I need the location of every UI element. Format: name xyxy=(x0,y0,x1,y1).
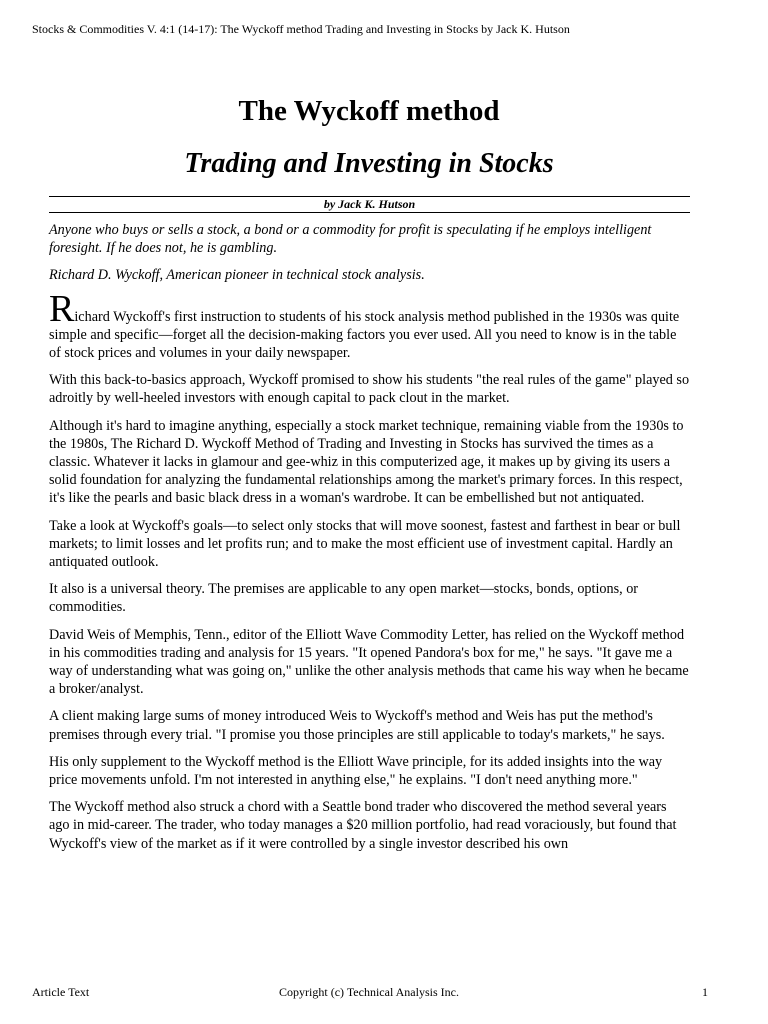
footer-left: Article Text xyxy=(32,985,90,999)
byline: by Jack K. Hutson xyxy=(323,197,416,211)
first-paragraph-text: ichard Wyckoff's first instruction to students of his stock analysis method published in the 1930s was quite simple and specific—forget all the decision-making factors you ever used. All you need to know is in the table of stock prices and volumes in your daily newspaper. xyxy=(49,308,680,362)
paragraph: It also is a universal theory. The premises are applicable to any open market—stocks, bonds, options, or commodities. xyxy=(49,581,639,616)
drop-cap: R xyxy=(49,287,75,330)
paragraph: His only supplement to the Wyckoff method is the Elliott Wave principle, for its added insights into the way price movements unfold. I'm not interested in anything else," he explains. "I don't need anything more." xyxy=(49,753,663,789)
article-subtitle: Trading and Investing in Stocks xyxy=(184,148,554,179)
epigraph: Anyone who buys or sells a stock, a bond or a commodity for profit is speculating if he employs intelligent foresight. If he does not, he is gambling. xyxy=(49,222,652,257)
article-body xyxy=(49,221,690,862)
first-paragraph xyxy=(49,287,690,363)
article-title: The Wyckoff method xyxy=(238,95,500,127)
bottom-rule xyxy=(49,212,690,213)
paragraph: The Wyckoff method also struck a chord with a Seattle bond trader who discovered the method several years ago in mid-career. The trader, who today manages a $20 million portfolio, had read voraciously, but found that Wyckoff's view of the market as if it were controlled by a single investor described his own xyxy=(49,799,677,852)
paragraph: Take a look at Wyckoff's goals—to select only stocks that will move soonest, fastest and farthest in bear or bull markets; to limit losses and let profits run; and to make the most efficient use of investment capital. Hardly an antiquated outlook. xyxy=(49,517,681,571)
running-header: Stocks & Commodities V. 4:1 (14-17): The Wyckoff method Trading and Investing in Stocks by Jack K. Hutson xyxy=(32,22,570,36)
paragraph: A client making large sums of money introduced Weis to Wyckoff's method and Weis has put the method's premises through every trial. "I promise you those principles are still applicable to today's markets," he says. xyxy=(49,708,665,743)
page-number: 1 xyxy=(702,985,708,999)
paragraph: With this back-to-basics approach, Wyckoff promised to show his students "the real rules of the game" played so adroitly by well-heeled investors with enough capital to pack clout in the market. xyxy=(49,372,690,407)
epigraph-attribution: Richard D. Wyckoff, American pioneer in technical stock analysis. xyxy=(49,267,425,284)
footer-copyright: Copyright (c) Technical Analysis Inc. xyxy=(279,985,459,999)
paragraph: David Weis of Memphis, Tenn., editor of the Elliott Wave Commodity Letter, has relied on the Wyckoff method in his commodities trading and analysis for 15 years. "It opened Pandora's box for me," he says. "It gave me a way of understanding what was going on," unlike the other analysis methods that came his way when he became a broker/analyst. xyxy=(49,626,689,698)
paragraph: Although it's hard to imagine anything, especially a stock market technique, remaining viable from the 1930s to the 1980s, The Richard D. Wyckoff Method of Trading and Investing in Stocks has survived the times as a classic. Whatever it lacks in glamour and gee-whiz in this computerized age, it makes up by giving its users a solid foundation for analyzing the fundamental relationships among the market's primary forces. In this respect, it's like the pearls and basic black dress in a woman's wardrobe. It can be embellished but not antiquated. xyxy=(49,417,684,507)
